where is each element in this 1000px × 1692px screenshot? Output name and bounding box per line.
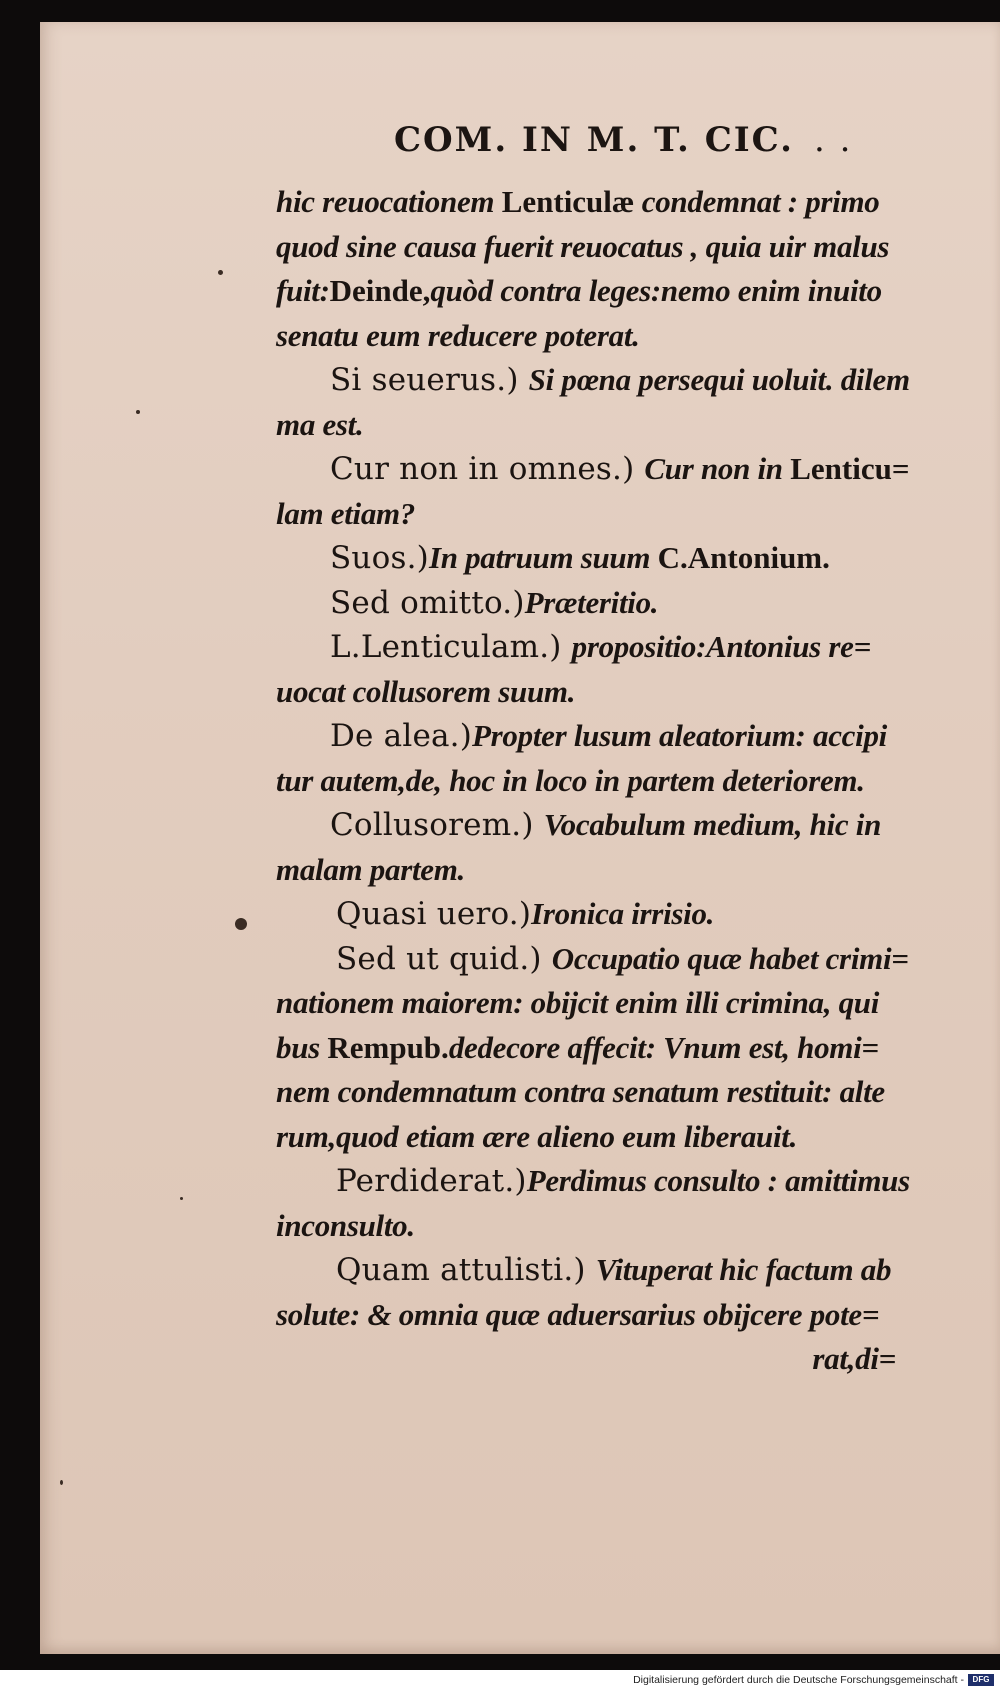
text-line	[276, 625, 966, 670]
text-line	[276, 314, 966, 359]
gloss-text: Ironica irrisio.	[531, 896, 715, 931]
lemma-text: Perdiderat.)	[336, 1163, 527, 1199]
gloss-text: inconsulto.	[276, 1207, 415, 1243]
gloss-text: malam partem.	[276, 851, 465, 887]
gloss-text: In patruum suum	[428, 540, 658, 575]
gloss-text: solute: & omnia quæ aduersarius obijcere pote=	[276, 1296, 880, 1332]
lemma-text: L.Lenticulam.)	[330, 629, 572, 665]
text-line	[276, 1026, 966, 1071]
gloss-text: Propter lusum aleatorium: accipi	[472, 718, 887, 753]
text-line	[276, 892, 966, 937]
lemma-text: Sed omitto.)	[330, 584, 525, 621]
gloss-text: condemnat : primo	[634, 184, 880, 219]
text-line	[276, 1204, 966, 1249]
text-line	[276, 670, 966, 715]
gloss-text: Vituperat hic factum ab	[595, 1252, 892, 1287]
gloss-text: Occupatio quæ habet crimi=	[551, 940, 909, 976]
catchword: rat,di=	[812, 1341, 896, 1376]
gloss-text: senatu eum reducere poterat.	[276, 317, 640, 353]
text-line	[276, 848, 966, 893]
footer-bar	[0, 1670, 1000, 1692]
gloss-text: Vocabulum medium, hic in	[543, 807, 882, 842]
lemma-text: Suos.)	[330, 540, 429, 576]
gloss-text: nem condemnatum contra senatum restituit: alte	[276, 1074, 885, 1109]
lemma-text: De alea.)	[330, 718, 473, 754]
text-line	[276, 358, 966, 403]
text-line	[276, 180, 966, 225]
lemma-text: Sed ut quid.)	[336, 940, 552, 977]
roman-text: Lenticu=	[790, 451, 910, 486]
gloss-text: uocat collusorem suum.	[276, 673, 576, 709]
gloss-text: lam etiam?	[276, 495, 416, 531]
roman-text: Rempub.	[327, 1029, 449, 1065]
text-line	[276, 492, 966, 537]
gloss-text: Si pœna persequi uoluit. dilem	[528, 362, 910, 397]
commentary-text	[276, 180, 966, 1382]
text-line	[276, 1159, 966, 1204]
running-head-title: COM. IN M. T. CIC.	[394, 120, 794, 160]
gloss-text: dedecore affecit: Vnum est, homi=	[448, 1029, 879, 1065]
text-line	[276, 1070, 966, 1115]
running-head	[394, 120, 852, 160]
gloss-text: nationem maiorem: obijcit enim illi crimina, qui	[276, 985, 880, 1020]
text-line	[276, 981, 966, 1026]
margin-speck	[180, 1197, 183, 1200]
lemma-text: Cur non in omnes.)	[330, 451, 645, 487]
lemma-text: Si seuerus.)	[330, 362, 529, 398]
text-line	[276, 1248, 966, 1293]
lemma-text: Quasi uero.)	[336, 896, 532, 932]
text-line	[276, 759, 966, 804]
dfg-logo: DFG	[968, 1674, 994, 1686]
gloss-text: hic reuocationem	[276, 184, 502, 219]
margin-speck	[218, 270, 223, 275]
text-line	[276, 581, 966, 626]
gloss-text: quòd contra leges:nemo enim inuito	[430, 273, 882, 308]
lemma-text: Quam attulisti.)	[336, 1252, 596, 1288]
text-line	[276, 269, 966, 314]
text-line	[276, 803, 966, 848]
footer-credit: Digitalisierung gefördert durch die Deutsche Forschungsgemeinschaft -	[633, 1674, 964, 1686]
text-line	[276, 536, 966, 581]
text-line	[276, 1293, 966, 1338]
text-line	[276, 403, 966, 448]
gloss-text: Præteritio.	[524, 584, 659, 620]
gloss-text: rum,quod etiam ære alieno eum liberauit.	[276, 1118, 798, 1154]
text-line	[276, 447, 966, 492]
gloss-text: Cur non in	[644, 451, 791, 486]
gloss-text: quod sine causa fuerit reuocatus , quia uir malus	[276, 228, 890, 264]
roman-text: C.Antonium.	[657, 540, 830, 575]
text-line	[276, 225, 966, 270]
text-line	[276, 1115, 966, 1160]
margin-speck	[60, 1480, 63, 1485]
margin-speck	[136, 410, 140, 414]
gloss-text: ma est.	[276, 406, 364, 442]
text-line	[276, 937, 966, 982]
text-line	[276, 714, 966, 759]
gloss-text: Perdimus consulto : amittimus	[526, 1163, 910, 1198]
gloss-text: tur autem,de, hoc in loco in partem deteriorem.	[276, 762, 865, 798]
running-head-dots: . .	[813, 120, 853, 160]
gloss-text: bus	[276, 1029, 328, 1065]
roman-text: Deinde,	[329, 273, 431, 308]
lemma-text: Collusorem.)	[330, 807, 544, 843]
roman-text: Lenticulæ	[501, 184, 635, 219]
margin-speck	[235, 918, 247, 930]
gloss-text: propositio:Antonius re=	[571, 629, 871, 664]
gloss-text: fuit:	[276, 273, 330, 308]
